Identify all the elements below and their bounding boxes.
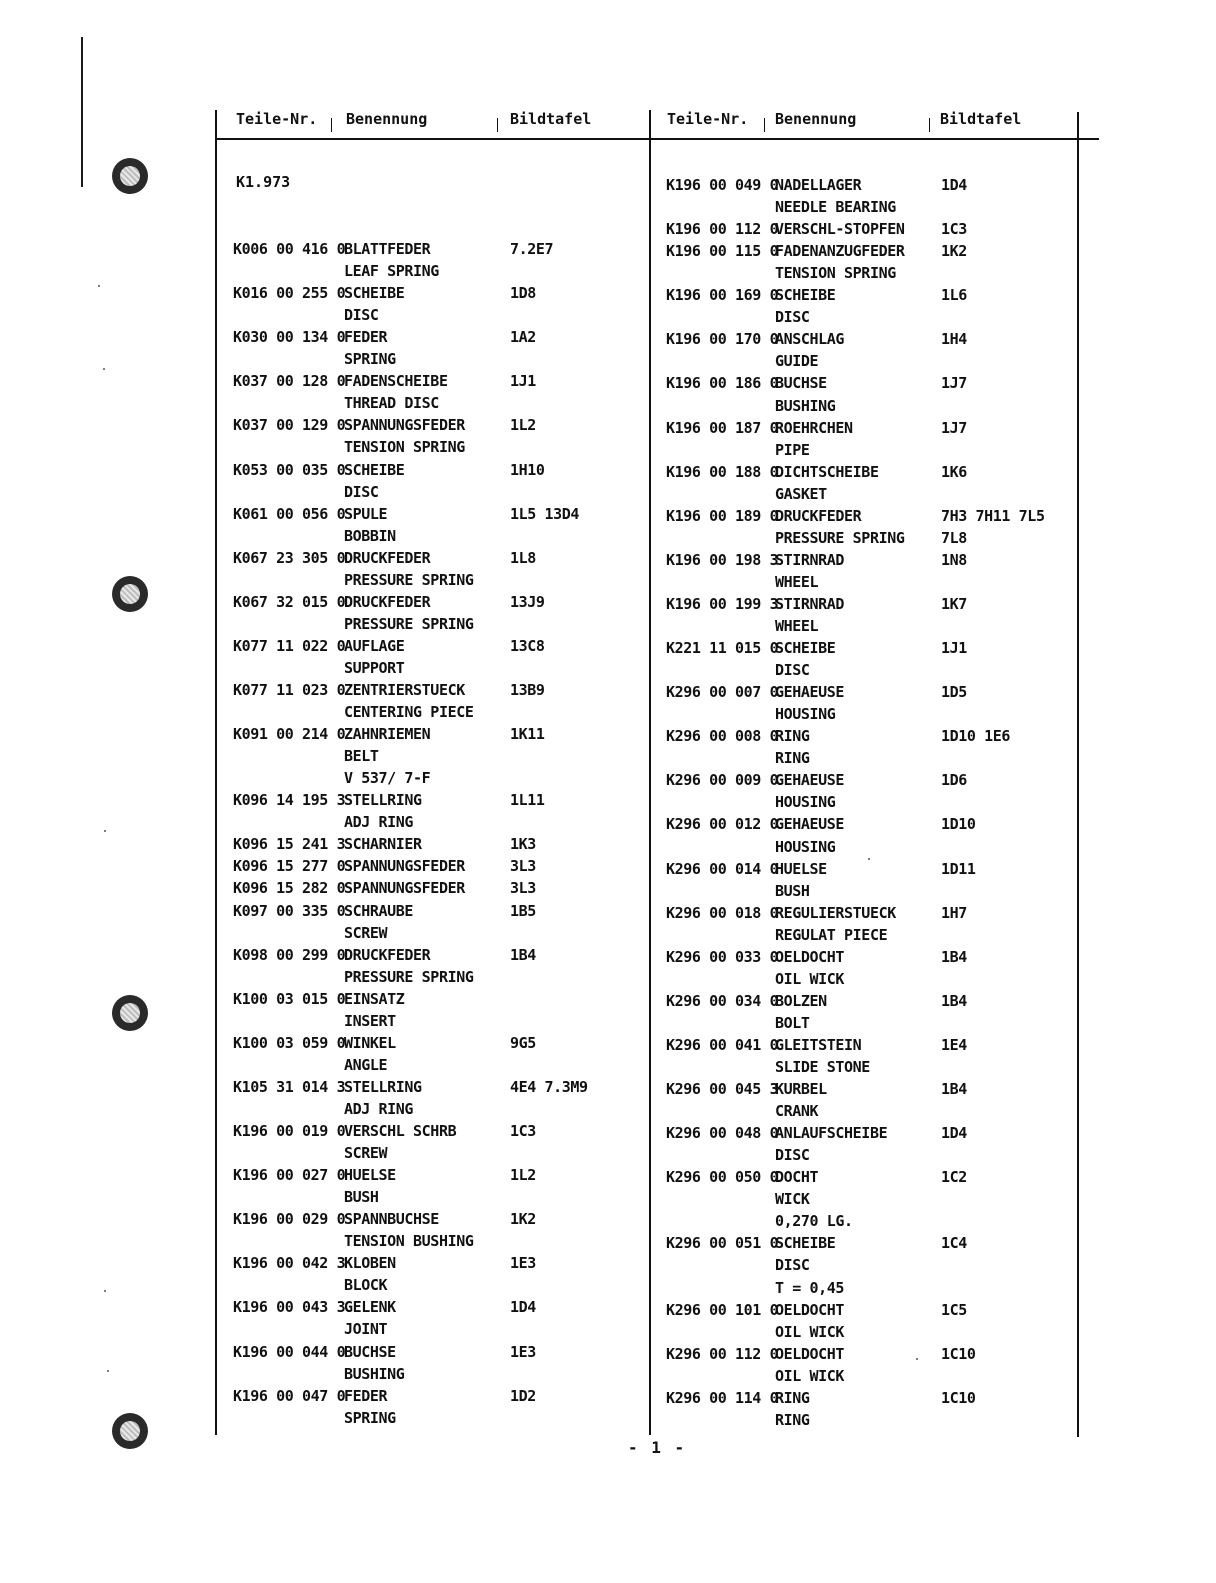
part-name: STIRNRAD	[775, 594, 845, 613]
part-number: K096 15 241 3	[233, 835, 346, 854]
header-tick	[764, 118, 765, 132]
plate-reference: 1E4	[941, 1035, 967, 1054]
part-name: GLEITSTEIN	[775, 1035, 862, 1054]
part-number: K097 00 335 0	[233, 901, 346, 920]
plate-reference: 7L8	[941, 528, 967, 547]
part-number: K196 00 199 3	[666, 594, 779, 613]
part-name: HOUSING	[775, 705, 836, 724]
part-name: THREAD DISC	[344, 394, 439, 413]
plate-reference: 1C3	[941, 220, 967, 239]
part-name: SUPPORT	[344, 658, 405, 677]
plate-reference: 1C2	[941, 1168, 967, 1187]
header-part-no-right: Teile-Nr.	[667, 110, 749, 128]
header-part-no-left: Teile-Nr.	[236, 110, 318, 128]
punch-hole-icon	[112, 1413, 148, 1449]
part-number: K067 23 305 0	[233, 548, 346, 567]
part-number: K196 00 188 0	[666, 462, 779, 481]
part-name: HOUSING	[775, 837, 836, 856]
plate-reference: 13B9	[510, 681, 545, 699]
part-number: K096 15 282 0	[233, 879, 346, 898]
part-name: BUSH	[344, 1188, 379, 1207]
part-name: STIRNRAD	[775, 550, 845, 569]
part-name: BUCHSE	[775, 374, 827, 393]
part-name: PRESSURE SPRING	[344, 967, 474, 986]
part-number: K053 00 035 0	[233, 460, 346, 479]
part-number: K296 00 045 3	[666, 1080, 779, 1099]
plate-reference: 1L2	[510, 1166, 536, 1185]
part-name: SCHEIBE	[344, 284, 405, 303]
part-number: K296 00 051 0	[666, 1234, 779, 1253]
scan-speck	[98, 285, 100, 287]
part-name: SPRING	[344, 1408, 396, 1427]
punch-hole-icon	[112, 995, 148, 1031]
part-number: K077 11 023 0	[233, 681, 346, 699]
part-name: REGULAT PIECE	[775, 925, 888, 944]
scan-speck	[104, 830, 106, 832]
part-name: BLOCK	[344, 1276, 388, 1295]
part-name: OIL WICK	[775, 969, 845, 988]
part-number: K296 00 112 0	[666, 1344, 779, 1363]
part-name: WHEEL	[775, 572, 819, 591]
scan-speck	[104, 1290, 106, 1292]
part-name: BUSH	[775, 881, 810, 900]
plate-reference: 1L5 13D4	[510, 504, 580, 523]
part-number: K196 00 044 0	[233, 1342, 346, 1361]
part-name: FEDER	[344, 1386, 388, 1405]
plate-reference: 1C3	[510, 1122, 536, 1140]
part-name: ZENTRIERSTUECK	[344, 681, 465, 699]
part-number: K196 00 115 0	[666, 242, 779, 261]
part-name: PRESSURE SPRING	[775, 528, 905, 547]
part-name: INSERT	[344, 1011, 396, 1030]
plate-reference: 1L2	[510, 416, 536, 435]
part-name: TENSION SPRING	[775, 264, 896, 283]
part-number: K296 00 050 0	[666, 1168, 779, 1187]
part-name: GEHAEUSE	[775, 683, 845, 702]
part-name: BUCHSE	[344, 1342, 396, 1361]
part-number: K096 14 195 3	[233, 791, 346, 810]
part-number: K100 03 015 0	[233, 989, 346, 1008]
part-name: VERSCHL-STOPFEN	[775, 220, 905, 239]
part-name: KURBEL	[775, 1080, 827, 1099]
part-number: K196 00 189 0	[666, 506, 779, 525]
part-name: HUELSE	[344, 1166, 396, 1185]
plate-reference: 1J1	[510, 372, 536, 391]
part-name: BOLT	[775, 1013, 810, 1032]
plate-reference: 1K11	[510, 725, 545, 744]
part-name: 0,270 LG.	[775, 1212, 853, 1231]
plate-reference: 1D6	[941, 771, 967, 790]
part-number: K296 00 012 0	[666, 815, 779, 834]
plate-reference: 1C10	[941, 1388, 976, 1407]
plate-reference: 1D10 1E6	[941, 727, 1011, 746]
part-name: DRUCKFEDER	[775, 506, 862, 525]
scan-speck	[916, 1358, 918, 1360]
part-name: DICHTSCHEIBE	[775, 462, 879, 481]
part-number: K296 00 114 0	[666, 1388, 779, 1407]
part-name: ANSCHLAG	[775, 330, 845, 349]
part-number: K061 00 056 0	[233, 504, 346, 523]
part-number: K096 15 277 0	[233, 857, 346, 876]
part-number: K091 00 214 0	[233, 725, 346, 744]
part-number: K196 00 170 0	[666, 330, 779, 349]
scan-speck	[868, 858, 870, 860]
part-number: K296 00 018 0	[666, 903, 779, 922]
part-number: K067 32 015 0	[233, 592, 346, 611]
plate-reference: 1K2	[510, 1210, 536, 1229]
part-name: WINKEL	[344, 1033, 396, 1052]
punch-hole-icon	[112, 158, 148, 194]
part-name: RING	[775, 749, 810, 768]
plate-reference: 1B4	[941, 1080, 967, 1099]
page-number: - 1 -	[628, 1438, 687, 1457]
part-name: T = 0,45	[775, 1278, 845, 1297]
plate-reference: 1B4	[510, 945, 536, 964]
part-name: DISC	[775, 308, 810, 327]
part-number: K296 00 008 0	[666, 727, 779, 746]
part-name: BUSHING	[775, 396, 836, 415]
part-name: NEEDLE BEARING	[775, 198, 896, 217]
part-name: OELDOCHT	[775, 947, 845, 966]
part-name: AUFLAGE	[344, 636, 405, 655]
part-number: K296 00 007 0	[666, 683, 779, 702]
part-number: K196 00 169 0	[666, 286, 779, 305]
part-name: OIL WICK	[775, 1322, 845, 1341]
plate-reference: 3L3	[510, 857, 536, 876]
part-number: K196 00 043 3	[233, 1298, 346, 1317]
part-number: K296 00 034 0	[666, 991, 779, 1010]
plate-reference: 1J7	[941, 374, 967, 393]
part-name: FADENSCHEIBE	[344, 372, 448, 391]
part-name: SCHARNIER	[344, 835, 422, 854]
plate-reference: 1H10	[510, 460, 545, 479]
part-number: K077 11 022 0	[233, 636, 346, 655]
plate-reference: 1B4	[941, 947, 967, 966]
part-name: SCREW	[344, 923, 388, 942]
part-name: OELDOCHT	[775, 1300, 845, 1319]
plate-reference: 1K6	[941, 462, 967, 481]
scan-speck	[107, 1370, 109, 1372]
part-name: TENSION SPRING	[344, 438, 465, 457]
plate-reference: 1C4	[941, 1234, 967, 1253]
part-name: DISC	[344, 482, 379, 501]
plate-reference: 1D11	[941, 859, 976, 878]
header-tick	[497, 118, 498, 132]
part-name: BUSHING	[344, 1364, 405, 1383]
plate-reference: 1L6	[941, 286, 967, 305]
header-plate-left: Bildtafel	[510, 110, 592, 128]
plate-reference: 1D2	[510, 1386, 536, 1405]
plate-reference: 1H7	[941, 903, 967, 922]
part-name: LEAF SPRING	[344, 262, 439, 281]
plate-reference: 1J7	[941, 418, 967, 437]
part-name: V 537/ 7-F	[344, 769, 431, 788]
plate-reference: 1K3	[510, 835, 536, 854]
part-name: GASKET	[775, 484, 827, 503]
plate-reference: 13C8	[510, 636, 545, 655]
part-number: K296 00 041 0	[666, 1035, 779, 1054]
part-name: BELT	[344, 747, 379, 766]
part-name: GUIDE	[775, 352, 819, 371]
part-name: PRESSURE SPRING	[344, 570, 474, 589]
part-name: SCHRAUBE	[344, 901, 414, 920]
plate-reference: 1K2	[941, 242, 967, 261]
plate-reference: 1J1	[941, 639, 967, 658]
plate-reference: 7.2E7	[510, 240, 554, 258]
part-name: FADENANZUGFEDER	[775, 242, 905, 261]
part-name: TENSION BUSHING	[344, 1232, 474, 1251]
plate-reference: 1D4	[941, 176, 967, 194]
part-name: GEHAEUSE	[775, 815, 845, 834]
plate-reference: 1D4	[510, 1298, 536, 1317]
part-name: DRUCKFEDER	[344, 592, 431, 611]
part-name: DISC	[775, 1256, 810, 1275]
part-name: HOUSING	[775, 793, 836, 812]
part-name: SPANNUNGSFEDER	[344, 416, 465, 435]
plate-reference: 1L11	[510, 791, 545, 810]
part-number: K196 00 019 0	[233, 1122, 346, 1140]
part-number: K296 00 101 0	[666, 1300, 779, 1319]
part-name: OELDOCHT	[775, 1344, 845, 1363]
part-number: K296 00 009 0	[666, 771, 779, 790]
part-number: K037 00 128 0	[233, 372, 346, 391]
part-name: WICK	[775, 1190, 810, 1209]
header-name-right: Benennung	[775, 110, 857, 128]
part-name: DRUCKFEDER	[344, 548, 431, 567]
part-name: SCHEIBE	[775, 1234, 836, 1253]
part-name: GEHAEUSE	[775, 771, 845, 790]
plate-reference: 1A2	[510, 328, 536, 347]
part-name: ANGLE	[344, 1055, 388, 1074]
part-name: OIL WICK	[775, 1366, 845, 1385]
part-name: JOINT	[344, 1320, 388, 1339]
part-name: NADELLAGER	[775, 176, 862, 194]
part-number: K100 03 059 0	[233, 1033, 346, 1052]
scan-speck	[103, 368, 105, 370]
part-name: ROEHRCHEN	[775, 418, 853, 437]
part-name: GELENK	[344, 1298, 396, 1317]
part-number: K196 00 049 0	[666, 176, 779, 194]
part-name: SCHEIBE	[775, 286, 836, 305]
part-name: SPRING	[344, 350, 396, 369]
header-plate-right: Bildtafel	[940, 110, 1022, 128]
plate-reference: 1E3	[510, 1254, 536, 1273]
part-name: REGULIERSTUECK	[775, 903, 896, 922]
table-right-border	[1077, 112, 1079, 1437]
part-name: DOCHT	[775, 1168, 819, 1187]
plate-reference: 1L8	[510, 548, 536, 567]
part-number: K221 11 015 0	[666, 639, 779, 658]
header-underline	[215, 138, 1099, 140]
part-name: ANLAUFSCHEIBE	[775, 1124, 888, 1143]
part-name: HUELSE	[775, 859, 827, 878]
plate-reference: 7H3 7H11 7L5	[941, 506, 1045, 525]
part-name: CENTERING PIECE	[344, 703, 474, 722]
plate-reference: 9G5	[510, 1033, 536, 1052]
part-name: RING	[775, 1388, 810, 1407]
plate-reference: 1K7	[941, 594, 967, 613]
scan-edge-line	[81, 37, 83, 187]
part-number: K296 00 033 0	[666, 947, 779, 966]
part-name: SCHEIBE	[775, 639, 836, 658]
part-name: SCREW	[344, 1144, 388, 1163]
part-number: K105 31 014 3	[233, 1077, 346, 1096]
header-tick	[331, 118, 332, 132]
part-name: RING	[775, 1410, 810, 1429]
part-name: VERSCHL SCHRB	[344, 1122, 457, 1140]
part-number: K196 00 042 3	[233, 1254, 346, 1273]
plate-reference: 1E3	[510, 1342, 536, 1361]
part-number: K196 00 186 0	[666, 374, 779, 393]
part-name: PIPE	[775, 440, 810, 459]
part-number: K196 00 047 0	[233, 1386, 346, 1405]
part-name: SPANNUNGSFEDER	[344, 879, 465, 898]
part-name: WHEEL	[775, 617, 819, 635]
plate-reference: 1D10	[941, 815, 976, 834]
plate-reference: 1N8	[941, 550, 967, 569]
part-name: DISC	[775, 1146, 810, 1165]
part-name: STELLRING	[344, 1077, 422, 1096]
plate-reference: 1C5	[941, 1300, 967, 1319]
plate-reference: 1B4	[941, 991, 967, 1010]
part-number: K196 00 027 0	[233, 1166, 346, 1185]
part-name: SCHEIBE	[344, 460, 405, 479]
part-name: PRESSURE SPRING	[344, 614, 474, 633]
part-number: K006 00 416 0	[233, 240, 346, 258]
plate-reference: 13J9	[510, 592, 545, 611]
part-number: K296 00 014 0	[666, 859, 779, 878]
part-number: K030 00 134 0	[233, 328, 346, 347]
part-name: ADJ RING	[344, 1099, 414, 1118]
plate-reference: 1C10	[941, 1344, 976, 1363]
part-name: BOLZEN	[775, 991, 827, 1010]
part-name: KLOBEN	[344, 1254, 396, 1273]
part-name: CRANK	[775, 1102, 819, 1121]
plate-reference: 1H4	[941, 330, 967, 349]
plate-reference: 1D8	[510, 284, 536, 303]
part-name: SLIDE STONE	[775, 1058, 870, 1076]
part-number: K296 00 048 0	[666, 1124, 779, 1143]
table-left-border	[215, 110, 217, 1435]
part-name: ZAHNRIEMEN	[344, 725, 431, 744]
plate-reference: 3L3	[510, 879, 536, 898]
table-center-divider	[649, 110, 651, 1435]
part-number: K037 00 129 0	[233, 416, 346, 435]
part-name: SPANNUNGSFEDER	[344, 857, 465, 876]
header-tick	[929, 118, 930, 132]
part-number: K098 00 299 0	[233, 945, 346, 964]
part-name: DRUCKFEDER	[344, 945, 431, 964]
plate-reference: 4E4 7.3M9	[510, 1077, 588, 1096]
part-number: K016 00 255 0	[233, 284, 346, 303]
part-name: DISC	[775, 661, 810, 680]
part-number: K196 00 198 3	[666, 550, 779, 569]
part-name: STELLRING	[344, 791, 422, 810]
part-name: EINSATZ	[344, 989, 405, 1008]
part-name: SPANNBUCHSE	[344, 1210, 439, 1229]
part-number: K196 00 029 0	[233, 1210, 346, 1229]
part-name: FEDER	[344, 328, 388, 347]
part-name: ADJ RING	[344, 813, 414, 832]
plate-reference: 1D5	[941, 683, 967, 702]
part-name: BLATTFEDER	[344, 240, 431, 258]
part-number: K196 00 112 0	[666, 220, 779, 239]
plate-reference: 1B5	[510, 901, 536, 920]
part-name: RING	[775, 727, 810, 746]
header-name-left: Benennung	[346, 110, 428, 128]
punch-hole-icon	[112, 576, 148, 612]
part-name: BOBBIN	[344, 526, 396, 545]
part-number: K196 00 187 0	[666, 418, 779, 437]
part-name: SPULE	[344, 504, 388, 523]
section-title: K1.973	[236, 173, 291, 191]
plate-reference: 1D4	[941, 1124, 967, 1143]
part-name: DISC	[344, 306, 379, 325]
